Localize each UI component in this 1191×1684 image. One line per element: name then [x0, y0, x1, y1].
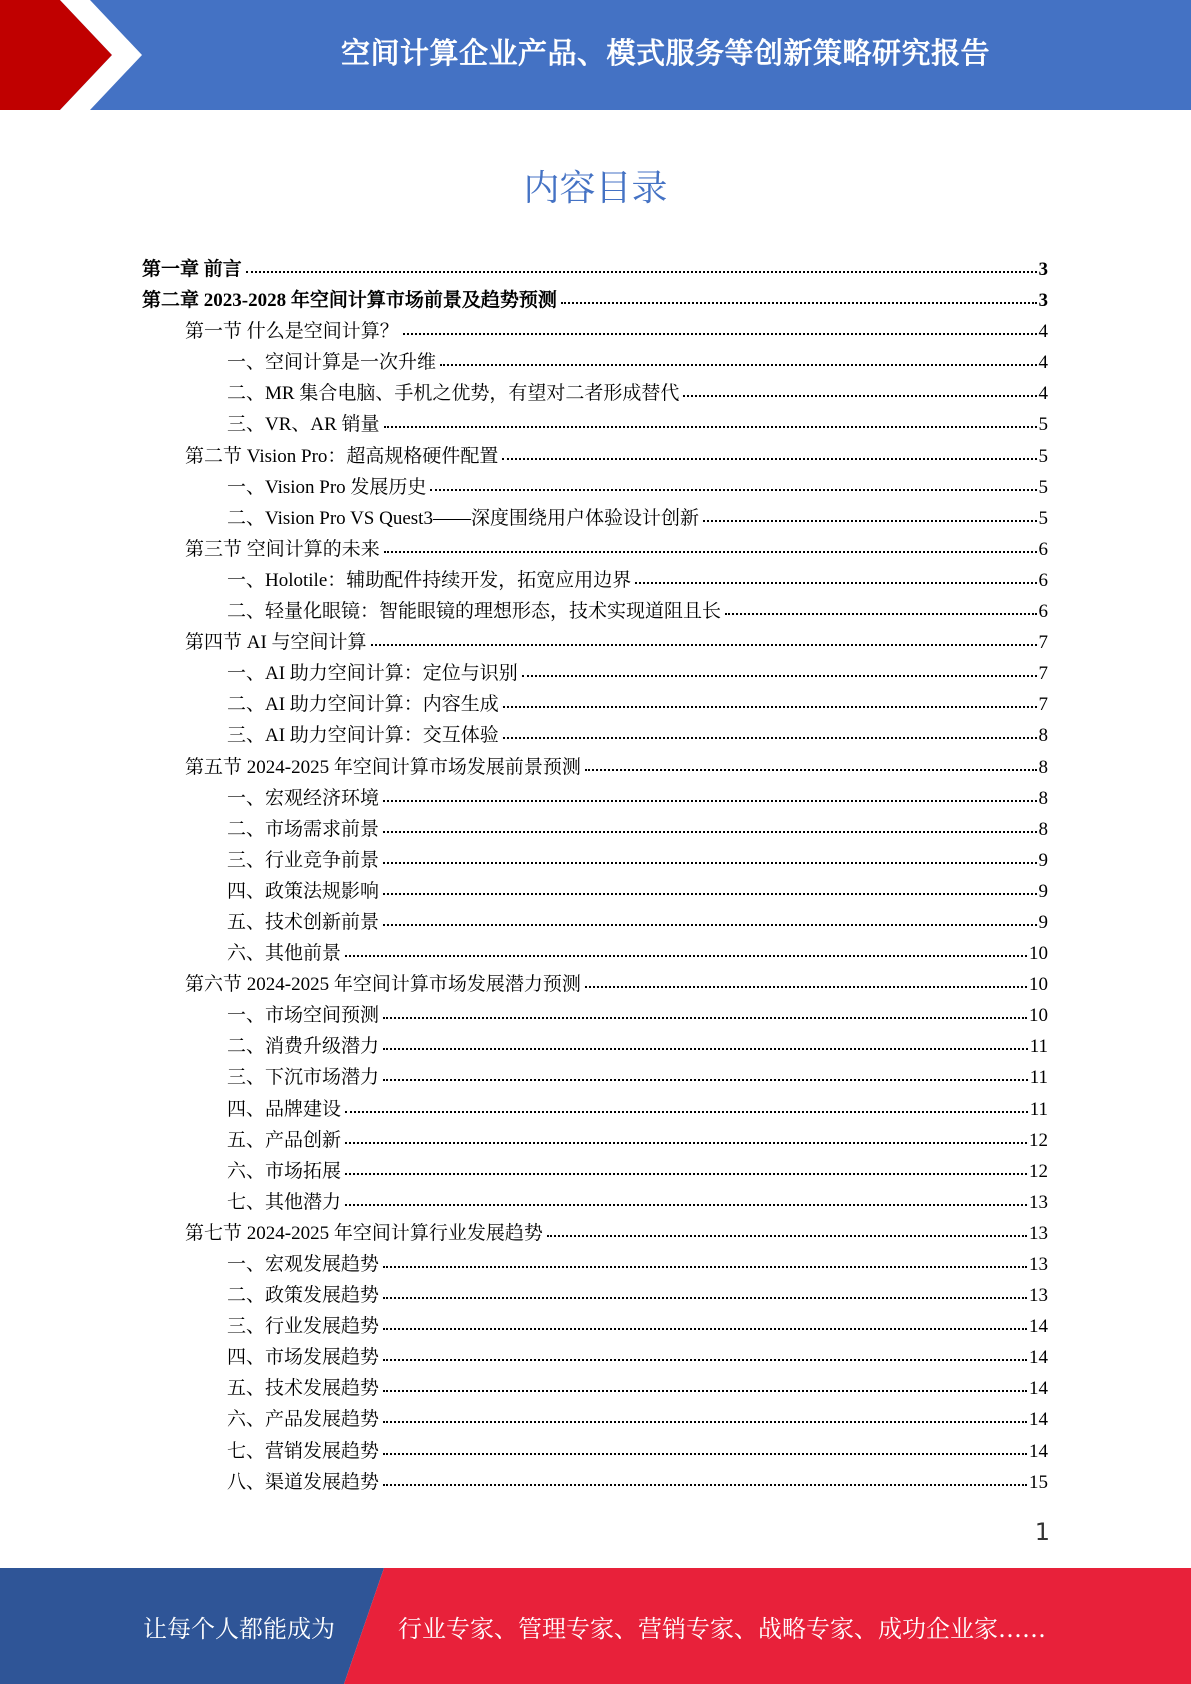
toc-entry-page: 7	[1038, 694, 1048, 716]
toc-entry-page: 13	[1029, 1254, 1048, 1275]
dot-leader	[383, 1453, 1027, 1455]
header-arrow-decoration	[0, 0, 160, 110]
toc-entry[interactable]	[142, 472, 1048, 503]
toc-entry-page: 13	[1029, 1222, 1048, 1244]
dot-leader	[503, 706, 1037, 708]
toc-entry-page: 10	[1029, 1005, 1048, 1027]
toc-entry-page: 3	[1038, 290, 1048, 312]
dot-leader	[383, 1359, 1027, 1361]
dot-leader	[503, 737, 1037, 739]
toc-entry-page: 7	[1038, 632, 1048, 654]
dot-leader	[383, 893, 1036, 895]
dot-leader	[725, 613, 1036, 615]
toc-entry-page: 5	[1038, 476, 1048, 498]
dot-leader	[383, 800, 1036, 802]
dot-leader	[561, 302, 1037, 304]
toc-entry-page: 6	[1038, 601, 1048, 623]
toc-entry[interactable]	[142, 1000, 1048, 1031]
toc-entry-page: 11	[1029, 1036, 1048, 1058]
toc-entry[interactable]	[142, 1062, 1048, 1093]
toc-entry-label: 七、营销发展趋势	[227, 1440, 380, 1462]
toc-entry-page: 8	[1038, 725, 1048, 747]
dot-leader	[585, 769, 1037, 771]
toc-entry[interactable]	[142, 1031, 1048, 1062]
toc-entry-page: 9	[1038, 880, 1048, 902]
dot-leader	[384, 426, 1037, 428]
dot-leader	[345, 1173, 1027, 1175]
toc-entry-page: 10	[1029, 943, 1048, 965]
toc-entry-label: 第二章 2023-2028 年空间计算市场前景及趋势预测	[142, 290, 557, 312]
toc-entry-label: 一、市场空间预测	[227, 1005, 380, 1027]
toc-entry[interactable]	[142, 814, 1048, 845]
toc-entry-label: 八、渠道发展趋势	[227, 1471, 380, 1493]
toc-entry-page: 4	[1038, 383, 1048, 405]
dot-leader	[383, 1079, 1028, 1081]
toc-entry-page: 15	[1029, 1471, 1048, 1493]
toc-entry[interactable]	[142, 783, 1048, 814]
toc-entry[interactable]	[142, 876, 1048, 907]
toc-entry[interactable]	[142, 347, 1048, 378]
toc-entry-page: 8	[1038, 787, 1048, 809]
toc-entry-label: 六、市场拓展	[227, 1160, 342, 1182]
page-header	[0, 0, 1191, 110]
toc-entry-label: 一、Holotile：辅助配件持续开发，拓宽应用边界	[227, 569, 632, 591]
toc-entry[interactable]	[142, 596, 1048, 627]
toc-entry[interactable]	[142, 1218, 1048, 1249]
toc-entry-page: 5	[1038, 414, 1048, 436]
toc-entry-page: 5	[1038, 445, 1048, 467]
toc-entry[interactable]	[142, 845, 1048, 876]
toc-entry-label: 二、MR 集合电脑、手机之优势，有望对二者形成替代	[227, 383, 680, 405]
toc-entry-label: 二、AI 助力空间计算：内容生成	[227, 694, 499, 716]
toc-entry-page: 13	[1029, 1191, 1048, 1213]
dot-leader	[585, 986, 1027, 988]
toc-entry-page: 14	[1029, 1347, 1048, 1369]
toc-entry[interactable]	[142, 1187, 1048, 1218]
toc-entry-label: 第三节 空间计算的未来	[185, 538, 380, 560]
toc-entry-page: 14	[1029, 1440, 1048, 1462]
toc-entry[interactable]	[142, 752, 1048, 783]
toc-entry[interactable]	[142, 409, 1048, 440]
page-number: 1	[1034, 1518, 1050, 1546]
dot-leader	[703, 520, 1037, 522]
toc-entry-label: 第二节 Vision Pro：超高规格硬件配置	[185, 445, 499, 467]
toc-entry-page: 8	[1038, 756, 1048, 778]
toc-entry-label: 三、VR、AR 销量	[227, 414, 380, 436]
toc-entry[interactable]	[142, 1125, 1048, 1156]
toc-entry-page: 11	[1029, 1098, 1048, 1120]
dot-leader	[430, 489, 1036, 491]
toc-entry-page: 4	[1038, 352, 1048, 374]
toc-entry[interactable]	[142, 689, 1048, 720]
toc-entry-label: 第一章 前言	[142, 259, 242, 280]
dot-leader	[547, 1235, 1027, 1237]
dot-leader	[383, 831, 1036, 833]
toc-entry[interactable]	[142, 254, 1048, 285]
dot-leader	[383, 924, 1036, 926]
dot-leader	[345, 1204, 1027, 1206]
dot-leader	[383, 862, 1036, 864]
dot-leader	[383, 1484, 1027, 1486]
dot-leader	[383, 1297, 1027, 1299]
toc-entry-label: 第六节 2024-2025 年空间计算市场发展潜力预测	[185, 974, 581, 996]
toc-entry-page: 14	[1029, 1316, 1048, 1338]
toc-entry[interactable]	[142, 969, 1048, 1000]
dot-leader	[502, 458, 1036, 460]
toc-entry-label: 第五节 2024-2025 年空间计算市场发展前景预测	[185, 756, 581, 778]
footer-slogan-left: 让每个人都能成为	[143, 1614, 335, 1643]
toc-entry-label: 二、政策发展趋势	[227, 1285, 380, 1307]
toc-entry-page: 9	[1038, 849, 1048, 871]
toc-entry[interactable]	[142, 1342, 1048, 1373]
dot-leader	[635, 582, 1036, 584]
toc-entry-label: 第一节 什么是空间计算？	[185, 321, 399, 343]
toc-entry[interactable]	[142, 907, 1048, 938]
toc-entry-page: 4	[1038, 321, 1048, 343]
toc-entry-label: 一、宏观发展趋势	[227, 1254, 380, 1275]
toc-entry-page: 11	[1029, 1067, 1048, 1089]
toc-entry-page: 14	[1029, 1409, 1048, 1431]
toc-entry-label: 四、政策法规影响	[227, 880, 380, 902]
dot-leader	[383, 1390, 1027, 1392]
toc-entry[interactable]	[142, 285, 1048, 316]
dot-leader	[403, 333, 1037, 335]
toc-entry[interactable]	[142, 1467, 1048, 1498]
table-of-contents	[142, 254, 1048, 1498]
report-title: 空间计算企业产品、模式服务等创新策略研究报告	[340, 35, 990, 70]
dot-leader	[383, 1328, 1027, 1330]
dot-leader	[383, 1266, 1027, 1268]
dot-leader	[383, 1421, 1027, 1423]
toc-entry-label: 五、产品创新	[227, 1129, 342, 1151]
toc-entry-page: 10	[1029, 974, 1048, 996]
toc-entry-page: 5	[1038, 507, 1048, 529]
toc-entry-page: 13	[1029, 1285, 1048, 1307]
toc-entry[interactable]	[142, 720, 1048, 751]
toc-entry[interactable]	[142, 1373, 1048, 1404]
toc-entry-page: 6	[1038, 538, 1048, 560]
toc-entry[interactable]	[142, 1280, 1048, 1311]
toc-entry[interactable]	[142, 1436, 1048, 1467]
page-footer	[0, 1568, 1191, 1684]
toc-entry-page: 3	[1038, 259, 1048, 280]
toc-entry-label: 五、技术创新前景	[227, 911, 380, 933]
toc-entry[interactable]	[142, 503, 1048, 534]
toc-entry[interactable]	[142, 1249, 1048, 1280]
toc-entry-label: 二、轻量化眼镜：智能眼镜的理想形态，技术实现道阻且长	[227, 601, 722, 623]
toc-entry[interactable]	[142, 658, 1048, 689]
toc-entry-page: 14	[1029, 1378, 1048, 1400]
toc-entry[interactable]	[142, 627, 1048, 658]
toc-entry-page: 6	[1038, 569, 1048, 591]
toc-entry[interactable]	[142, 441, 1048, 472]
dot-leader	[440, 364, 1036, 366]
toc-entry-label: 第四节 AI 与空间计算	[185, 632, 367, 654]
toc-heading: 内容目录	[523, 168, 668, 209]
dot-leader	[383, 1017, 1027, 1019]
toc-entry-label: 二、市场需求前景	[227, 818, 380, 840]
toc-entry[interactable]	[142, 565, 1048, 596]
toc-entry-label: 四、市场发展趋势	[227, 1347, 380, 1369]
toc-entry-label: 三、AI 助力空间计算：交互体验	[227, 725, 499, 747]
toc-entry[interactable]	[142, 378, 1048, 409]
toc-entry-label: 三、下沉市场潜力	[227, 1067, 380, 1089]
toc-entry-label: 二、消费升级潜力	[227, 1036, 380, 1058]
toc-entry-label: 四、品牌建设	[227, 1098, 342, 1120]
toc-entry-page: 12	[1029, 1129, 1048, 1151]
toc-entry-page: 8	[1038, 818, 1048, 840]
toc-entry-page: 12	[1029, 1160, 1048, 1182]
toc-entry-label: 一、AI 助力空间计算：定位与识别	[227, 663, 518, 685]
toc-entry-label: 三、行业发展趋势	[227, 1316, 380, 1338]
dot-leader	[384, 551, 1037, 553]
dot-leader	[383, 1048, 1028, 1050]
toc-entry-label: 第七节 2024-2025 年空间计算行业发展趋势	[185, 1222, 543, 1244]
toc-entry[interactable]	[142, 316, 1048, 347]
toc-entry[interactable]	[142, 1311, 1048, 1342]
toc-entry-label: 二、Vision Pro VS Quest3——深度围绕用户体验设计创新	[227, 507, 699, 529]
dot-leader	[683, 395, 1036, 397]
footer-slogan-right: 行业专家、管理专家、营销专家、战略专家、成功企业家……	[398, 1614, 1046, 1643]
dot-leader	[345, 1111, 1028, 1113]
toc-entry-label: 一、Vision Pro 发展历史	[227, 476, 427, 498]
dot-leader	[345, 1142, 1027, 1144]
toc-entry[interactable]	[142, 1094, 1048, 1125]
toc-entry[interactable]	[142, 534, 1048, 565]
toc-entry-page: 7	[1038, 663, 1048, 685]
dot-leader	[246, 271, 1037, 273]
toc-entry-label: 五、技术发展趋势	[227, 1378, 380, 1400]
dot-leader	[345, 955, 1027, 957]
toc-entry-label: 六、其他前景	[227, 943, 342, 965]
toc-entry-label: 三、行业竞争前景	[227, 849, 380, 871]
dot-leader	[371, 644, 1037, 646]
toc-entry-label: 一、宏观经济环境	[227, 787, 380, 809]
toc-entry[interactable]	[142, 1156, 1048, 1187]
toc-entry-label: 一、空间计算是一次升维	[227, 352, 437, 374]
toc-entry[interactable]	[142, 938, 1048, 969]
toc-entry-label: 七、其他潜力	[227, 1191, 342, 1213]
toc-entry-label: 六、产品发展趋势	[227, 1409, 380, 1431]
dot-leader	[522, 675, 1037, 677]
toc-entry-page: 9	[1038, 911, 1048, 933]
toc-entry[interactable]	[142, 1404, 1048, 1435]
